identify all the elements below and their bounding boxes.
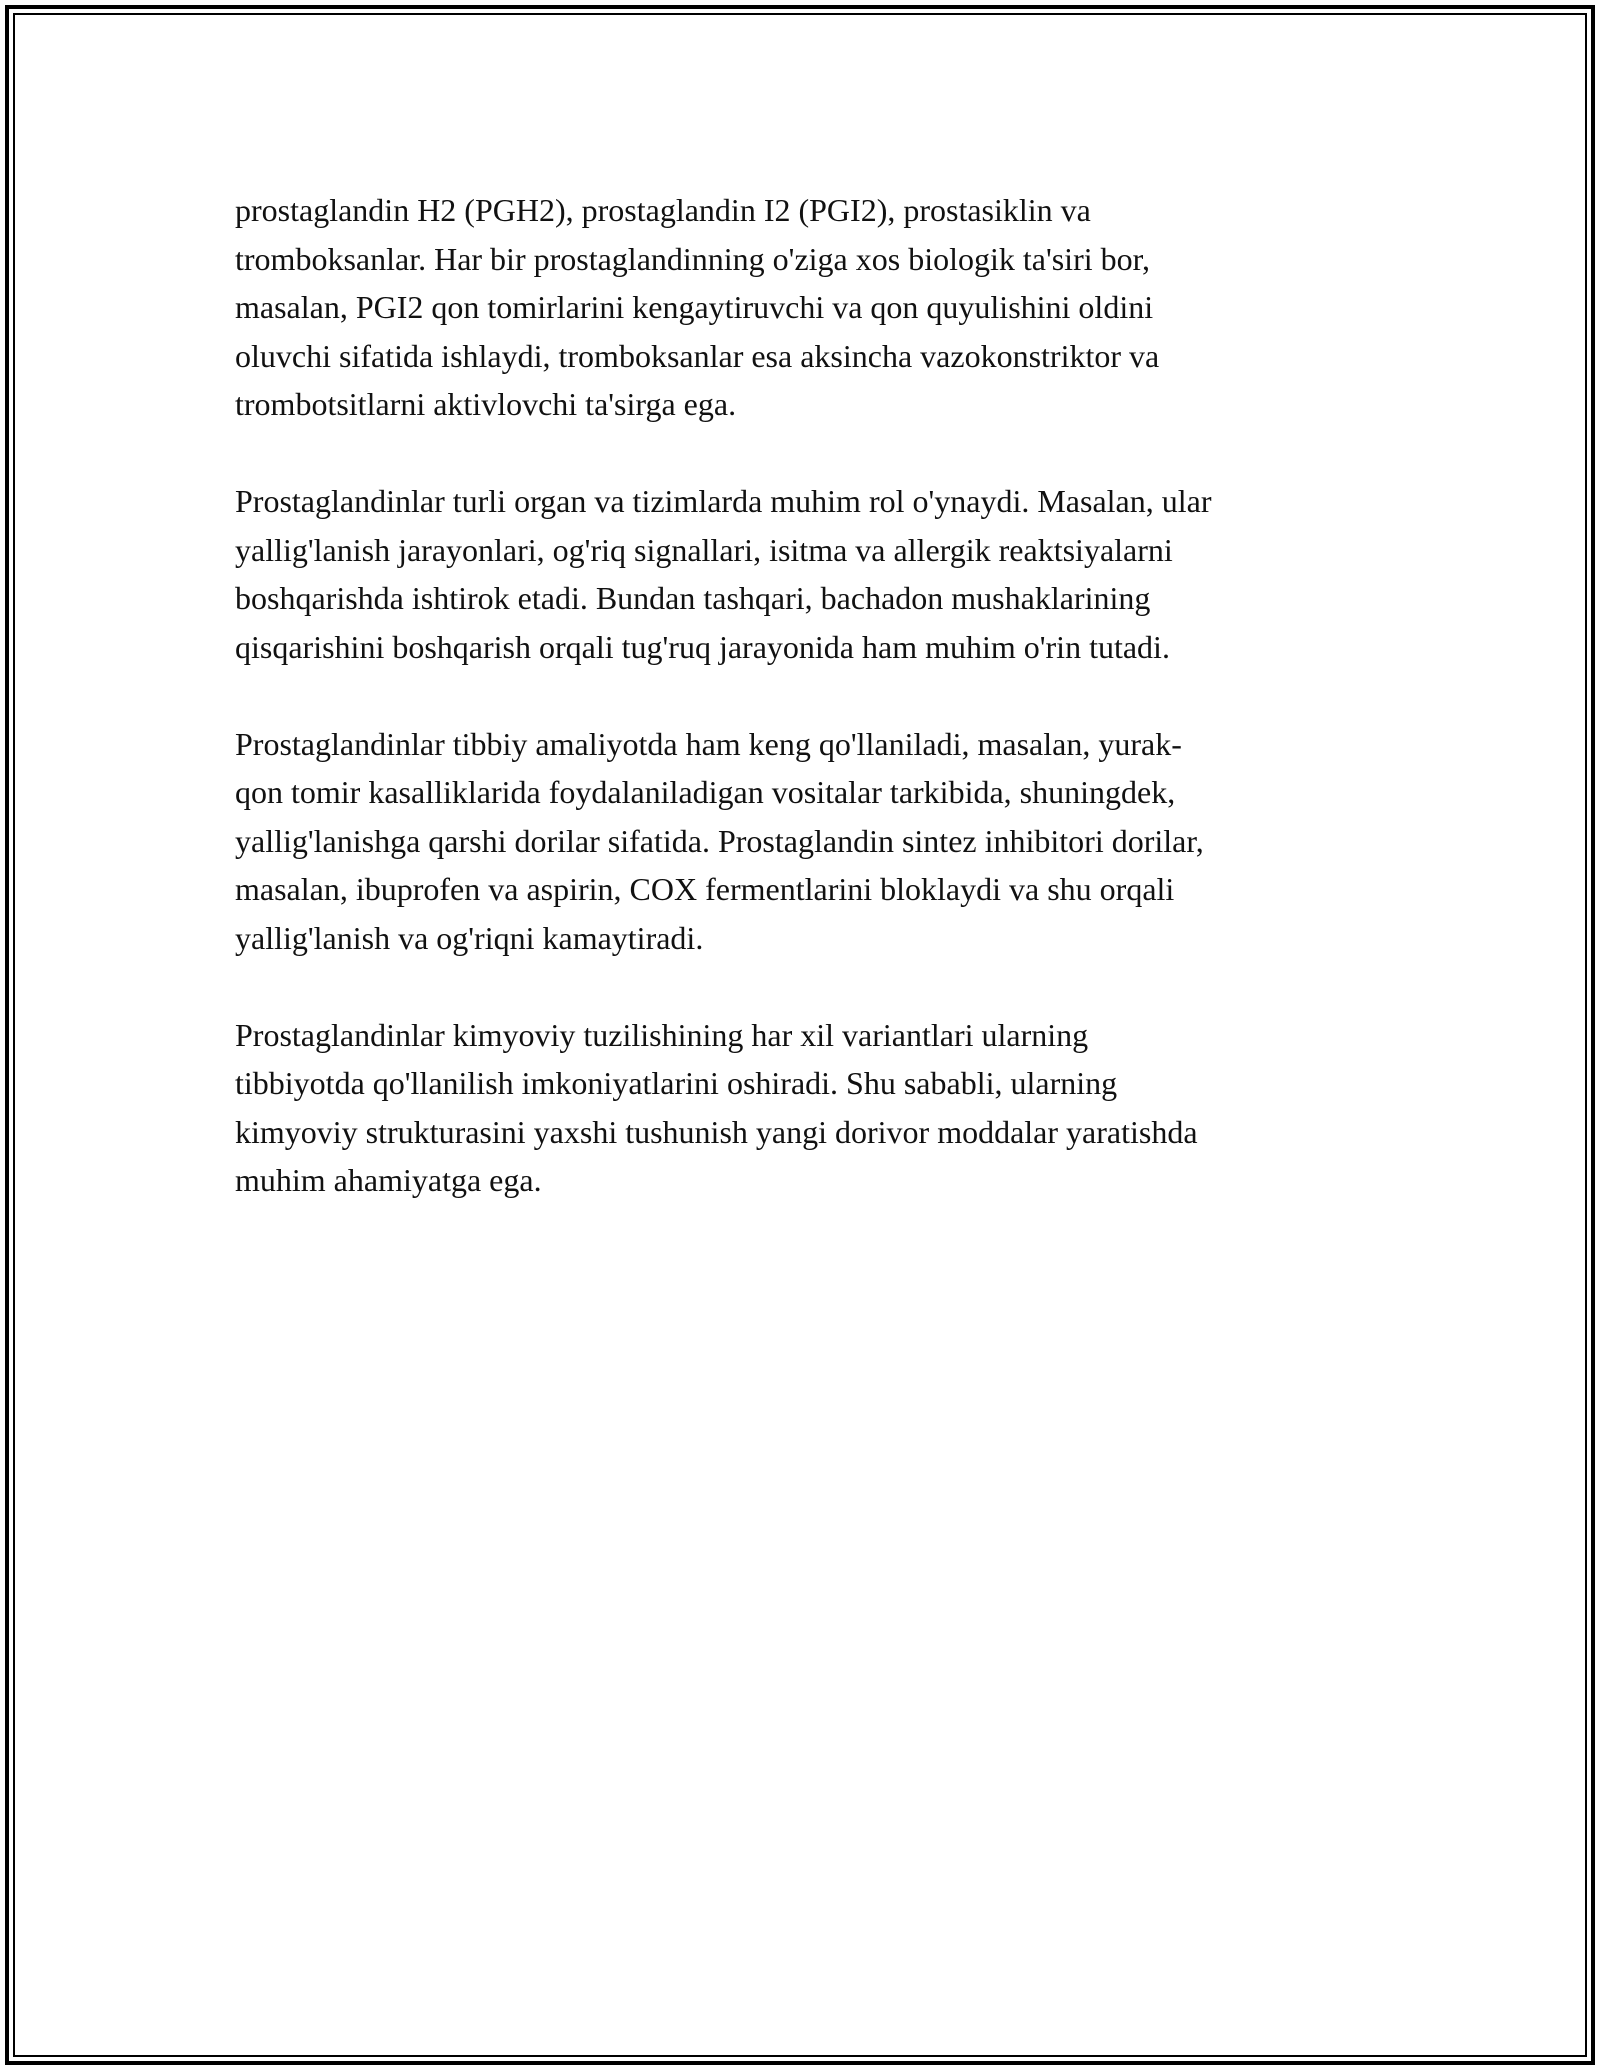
text-line: trombotsitlarni aktivlovchi ta'sirga ega.: [235, 386, 737, 422]
text-line: masalan, PGI2 qon tomirlarini kengaytiruvchi va qon quyulishini oldini: [235, 289, 1154, 325]
text-line: yallig'lanish jarayonlari, og'riq signallari, isitma va allergik reaktsiyalarni: [235, 531, 1173, 568]
text-line: prostaglandin H2 (PGH2), prostaglandin I2 (PGI2), prostasiklin va: [235, 192, 1091, 228]
text-line: tibbiyotda qo'llanilish imkoniyatlarini oshiradi. Shu sababli, ularning: [235, 1065, 1118, 1101]
text-line: muhim ahamiyatga ega.: [235, 1162, 542, 1198]
text-line: boshqarishda ishtirok etadi. Bundan tashqari, bachadon mushaklarining: [235, 580, 1151, 616]
text-line: yallig'lanish va og'riqni kamaytiradi.: [235, 919, 704, 956]
text-line: kimyoviy strukturasini yaxshi tushunish yangi dorivor moddalar yaratishda: [235, 1113, 1198, 1150]
text-line: qon tomir kasalliklarida foydalaniladigan vositalar tarkibida, shuningdek,: [235, 774, 1176, 810]
text-line: Prostaglandinlar turli organ va tizimlarda muhim rol o'ynaydi. Masalan, ular: [235, 483, 1212, 519]
text-line: Prostaglandinlar kimyoviy tuzilishining har xil variantlari ularning: [235, 1016, 1089, 1053]
text-line: tromboksanlar. Har bir prostaglandinning o'ziga xos biologik ta'siri bor,: [235, 240, 1150, 277]
paragraph-4: [235, 1011, 1365, 1205]
text-line: yallig'lanishga qarshi dorilar sifatida. Prostaglandin sintez inhibitori dorilar,: [235, 822, 1204, 859]
text-line: masalan, ibuprofen va aspirin, COX fermentlarini bloklaydi va shu orqali: [235, 871, 1175, 907]
text-line: Prostaglandinlar tibbiy amaliyotda ham keng qo'llaniladi, masalan, yurak-: [235, 725, 1182, 762]
paragraph-2: [235, 477, 1365, 671]
text-line: oluvchi sifatida ishlaydi, tromboksanlar esa aksincha vazokonstriktor va: [235, 337, 1160, 374]
paragraph-1: [235, 186, 1365, 429]
paragraph-3: [235, 720, 1365, 963]
document-body: [235, 186, 1365, 1253]
text-line: qisqarishini boshqarish orqali tug'ruq jarayonida ham muhim o'rin tutadi.: [235, 628, 1170, 665]
